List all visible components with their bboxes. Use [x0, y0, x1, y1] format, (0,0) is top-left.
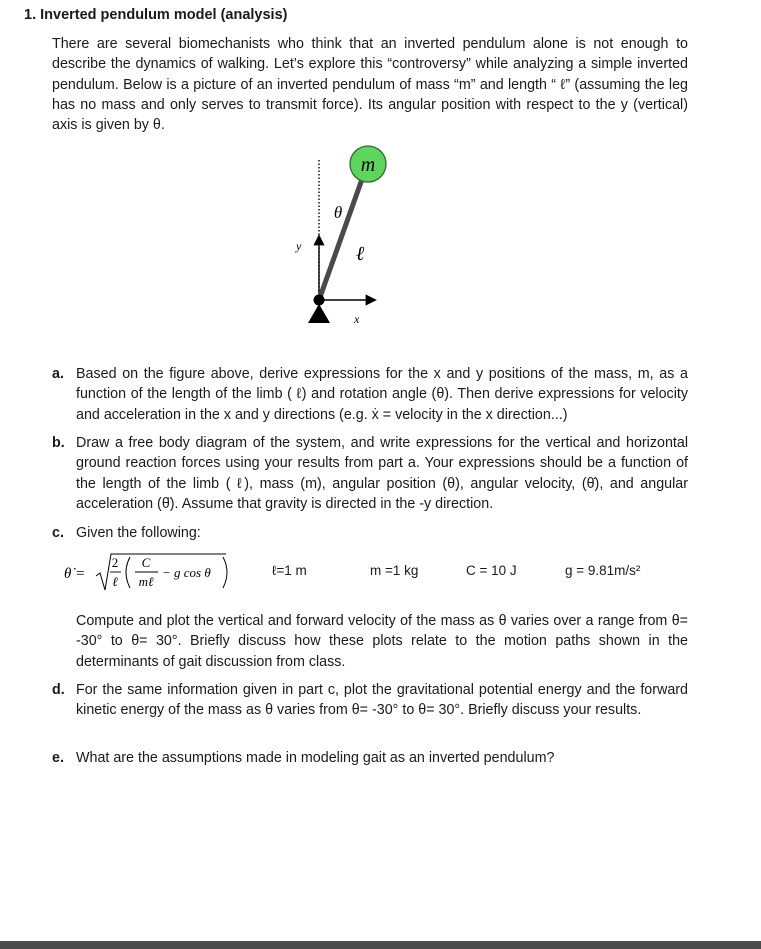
given-c: C = 10 J	[466, 563, 517, 578]
part-e-label: e.	[52, 750, 64, 766]
part-a-label: a.	[52, 366, 64, 382]
part-c-label: c.	[52, 525, 64, 541]
pivot-joint	[314, 295, 325, 306]
part-b	[52, 433, 688, 517]
equation-c: C	[141, 555, 151, 570]
y-axis-label: y	[296, 239, 302, 253]
pendulum-rod	[319, 168, 366, 300]
given-length: ℓ=1 m	[272, 563, 307, 578]
pendulum-figure	[280, 140, 420, 340]
equation-two: 2	[111, 555, 119, 570]
equation-gravity-term: − g cos θ	[162, 565, 211, 580]
part-b-text: Draw a free body diagram of the system, and write expressions for the vertical and horizontal ground reaction forces using your results from part a. Your expressions should be a function of the length of the limb ( ℓ), mass (m), angular position (θ), angular velocity, (θ̇), and angular acceleration (θ̈). Assume that gravity is directed in the -y direction.	[76, 435, 688, 512]
part-c-continued: Compute and plot the vertical and forward velocity of the mass as θ varies over a range from θ= -30° to θ= 30°. Briefly discuss how these plots relate to the motion paths shown in the determinants of gait discussion from class.	[76, 613, 688, 670]
part-c	[52, 523, 688, 545]
equation-m-ell: mℓ	[138, 574, 154, 589]
length-label: ℓ	[355, 243, 365, 265]
equation-ell: ℓ	[112, 574, 118, 589]
given-mass: m =1 kg	[370, 563, 419, 578]
part-d-label: d.	[52, 682, 65, 698]
part-a	[52, 364, 688, 426]
given-gravity: g = 9.81m/s²	[565, 563, 641, 578]
bottom-bar	[0, 941, 761, 949]
ground-support	[308, 304, 330, 323]
part-c-text: Given the following:	[76, 525, 201, 541]
x-axis-label: x	[354, 312, 360, 326]
equation-lhs: θ̇ =	[64, 566, 86, 582]
mass-label: m	[360, 154, 376, 176]
part-d	[52, 680, 688, 742]
question-heading: 1. Inverted pendulum model (analysis)	[24, 7, 288, 23]
theta-dot-equation	[60, 548, 240, 596]
intro-paragraph: There are several biomechanists who think that an inverted pendulum alone is not enough to describe the dynamics of walking. Let’s explore this “controversy” while analyzing a simple inverted pendulum. Below is a picture of an inverted pendulum of mass “m” and length “ ℓ” (assuming the leg has no mass and only serves to transmit force). Its angular position with respect to the y (vertical) axis is given by θ.	[52, 36, 688, 134]
part-d-text: For the same information given in part c, plot the gravitational potential energy and the forward kinetic energy of the mass as θ varies from θ= -30° to θ= 30°. Briefly discuss your results.	[76, 682, 688, 719]
part-b-label: b.	[52, 435, 65, 451]
part-e-text: What are the assumptions made in modeling gait as an inverted pendulum?	[76, 750, 555, 766]
theta-label: θ	[333, 203, 343, 222]
part-e	[52, 748, 688, 770]
part-a-text: Based on the figure above, derive expressions for the x and y positions of the mass, m, as a function of the length of the limb ( ℓ) and rotation angle (θ). Then derive expressions for velocity and acceleration in the x and y directions (e.g. ẋ = velocity in the x direction...)	[76, 366, 688, 423]
